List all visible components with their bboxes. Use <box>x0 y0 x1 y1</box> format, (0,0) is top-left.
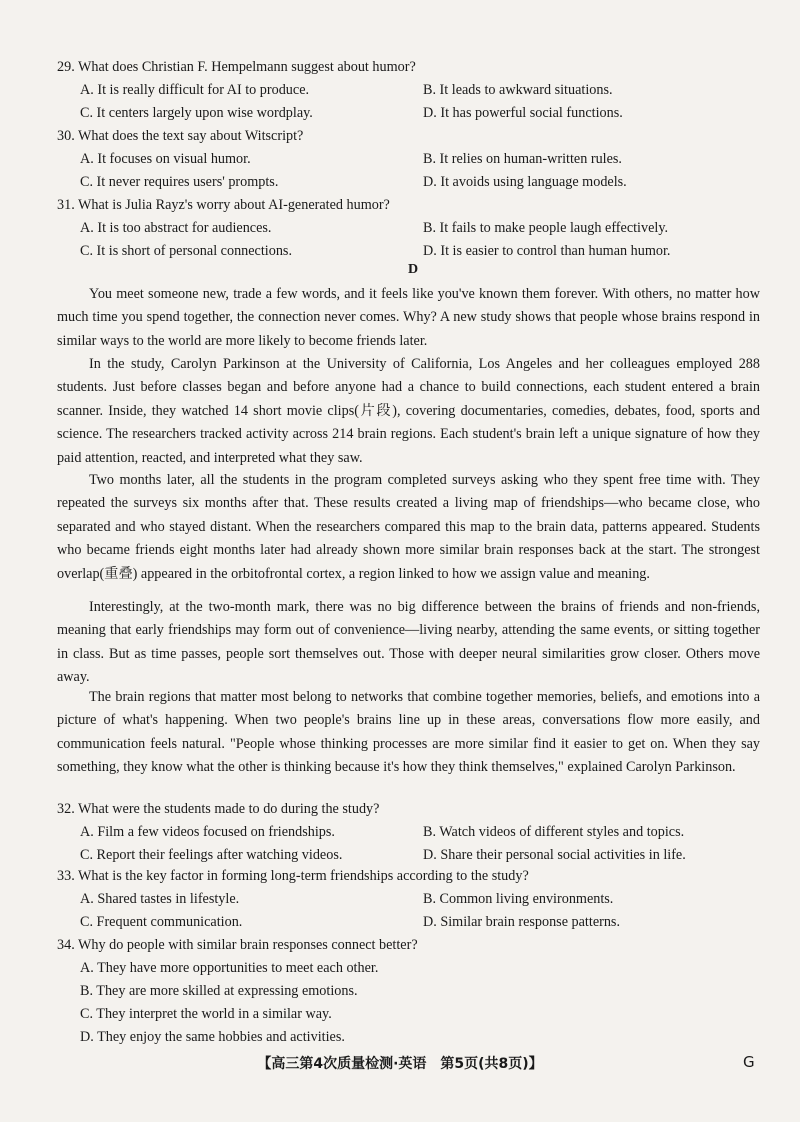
q29-option-c: C. It centers largely upon wise wordplay. <box>80 105 313 121</box>
q33-option-c: C. Frequent communication. <box>80 914 243 930</box>
question-34: 34. Why do people with similar brain responses connect better? <box>57 937 418 953</box>
passage-paragraph-1: You meet someone new, trade a few words, and it feels like you've known them forever. With others, no matter how much time you spend together, the connection never comes. Why? A new study shows that people whose brains respond in similar ways to the world are more likely to become friends later. <box>57 286 760 349</box>
passage-paragraph-5: The brain regions that matter most belong to networks that combine together memories, beliefs, and emotions into a picture of what's happening. When two people's brains line up in these areas, conversations flow more easily, and communication feels natural. "People whose thinking processes are more similar find it easier to get on. When they say something, they know what the other is thinking because it's how they think themselves," explained Carolyn Parkinson. <box>57 689 760 776</box>
section-heading: D <box>408 262 419 277</box>
q32-option-a: A. Film a few videos focused on friendships. <box>80 824 335 840</box>
q29-option-d: D. It has powerful social functions. <box>423 105 623 121</box>
passage-paragraph-2: In the study, Carolyn Parkinson at the University of California, Los Angeles and her colleagues employed 288 students. Just before classes began and before anyone had a chance to build connections, each student entered a brain scanner. Inside, they watched 14 short movie clips(片段), covering documentaries, comedies, debates, food, sports and science. The researchers tracked activity across 214 brain regions. Each student's brain left a unique signature of how they paid attention, reacted, and interpreted what they saw. <box>57 356 760 466</box>
q31-option-a: A. It is too abstract for audiences. <box>80 220 272 236</box>
q29-option-b: B. It leads to awkward situations. <box>423 82 613 98</box>
question-29: 29. What does Christian F. Hempelmann suggest about humor? <box>57 59 416 75</box>
q32-option-c: C. Report their feelings after watching videos. <box>80 847 343 863</box>
q31-option-c: C. It is short of personal connections. <box>80 243 292 259</box>
question-32: 32. What were the students made to do during the study? <box>57 801 380 817</box>
q30-option-c: C. It never requires users' prompts. <box>80 174 279 190</box>
q31-option-d: D. It is easier to control than human humor. <box>423 243 671 259</box>
question-30: 30. What does the text say about Witscript? <box>57 128 304 144</box>
q33-option-d: D. Similar brain response patterns. <box>423 914 621 930</box>
q34-option-a: A. They have more opportunities to meet each other. <box>80 960 379 976</box>
passage-paragraph-4: Interestingly, at the two-month mark, there was no big difference between the brains of friends and non-friends, meaning that early friendships may form out of convenience—living nearby, attending the same events, or sitting together in class. But as time passes, people sort themselves out. Those with deeper neural similarities grow closer. Others move away. <box>57 599 760 686</box>
q34-option-d: D. They enjoy the same hobbies and activities. <box>80 1029 345 1045</box>
q34-option-c: C. They interpret the world in a similar way. <box>80 1006 332 1022</box>
paper-version-letter: G <box>743 1053 755 1071</box>
page-footer: 【高三第4次质量检测·英语 第5页(共8页)】 <box>257 1056 543 1072</box>
question-31: 31. What is Julia Rayz's worry about AI-generated humor? <box>57 197 390 213</box>
passage-paragraph-3: Two months later, all the students in the program completed surveys asking who they spent free time with. They repeated the surveys six months after that. These results created a living map of friendships—who became close, who separated and who stayed distant. When the researchers compared this map to the brain data, patterns appeared. Students who became friends eight months later had already shown more similar brain responses back at the start. The strongest overlap(重叠) appeared in the orbitofrontal cortex, a region linked to how we assign value and meaning. <box>57 472 760 582</box>
q30-option-a: A. It focuses on visual humor. <box>80 151 251 167</box>
q32-option-b: B. Watch videos of different styles and topics. <box>423 824 685 840</box>
q30-option-b: B. It relies on human-written rules. <box>423 151 622 167</box>
q32-option-d: D. Share their personal social activities in life. <box>423 847 686 863</box>
q33-option-b: B. Common living environments. <box>423 891 614 907</box>
q29-option-a: A. It is really difficult for AI to produce. <box>80 82 310 98</box>
q31-option-b: B. It fails to make people laugh effectively. <box>423 220 669 236</box>
q33-option-a: A. Shared tastes in lifestyle. <box>80 891 240 907</box>
question-33: 33. What is the key factor in forming long-term friendships according to the study? <box>57 868 529 884</box>
q30-option-d: D. It avoids using language models. <box>423 174 627 190</box>
q34-option-b: B. They are more skilled at expressing emotions. <box>80 983 358 999</box>
